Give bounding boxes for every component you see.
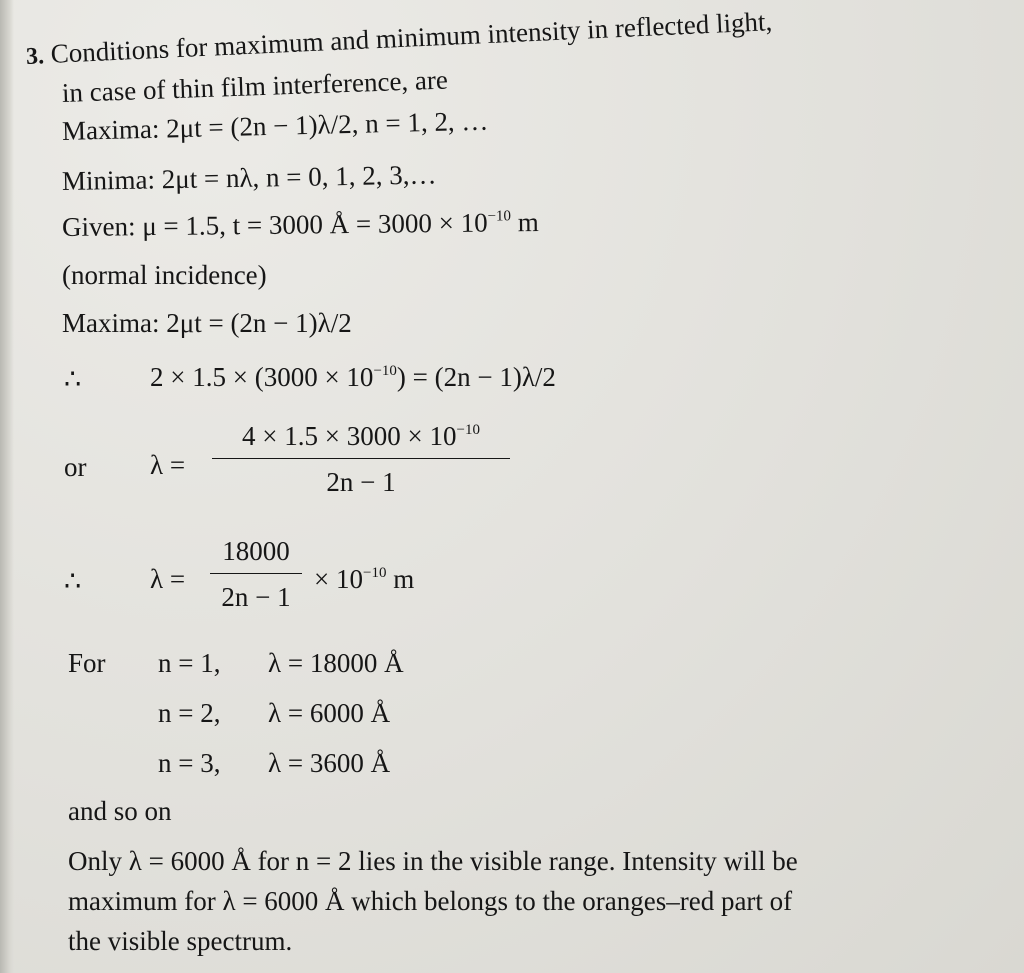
and-so-on: and so on bbox=[68, 796, 172, 826]
eq1-exponent: −10 bbox=[373, 363, 397, 379]
minima-expr: 2μt = nλ, n = 0, 1, 2, 3,… bbox=[161, 159, 437, 195]
intro-text-1: Conditions for maximum and minimum intensity in reflected light, bbox=[50, 6, 773, 69]
eq1-right: ) = (2n − 1)λ/2 bbox=[396, 362, 556, 392]
normal-incidence: (normal incidence) bbox=[62, 260, 267, 290]
fraction-2-tail-exponent: −10 bbox=[362, 565, 387, 581]
therefore-symbol-1: ∴ bbox=[64, 364, 82, 394]
given-expr: μ = 1.5, t = 3000 Å = 3000 × 10 bbox=[142, 207, 488, 242]
given-exponent: −10 bbox=[487, 208, 512, 225]
maxima2-label: Maxima: bbox=[62, 308, 160, 338]
fraction-2-numerator: 18000 bbox=[222, 536, 290, 566]
given-values bbox=[62, 209, 539, 241]
fraction-1 bbox=[212, 423, 510, 496]
given-unit: m bbox=[510, 207, 540, 238]
given-label: Given: bbox=[61, 211, 136, 242]
equation-1 bbox=[150, 364, 556, 391]
case-3-lambda: λ = 3600 Å bbox=[268, 748, 391, 778]
fraction-1-num-exponent: −10 bbox=[456, 422, 480, 438]
conclusion-line-1: Only λ = 6000 Å for n = 2 lies in the visible range. Intensity will be bbox=[68, 846, 798, 876]
maxima-condition bbox=[61, 105, 489, 146]
fraction-1-denominator: 2n − 1 bbox=[326, 467, 396, 497]
fraction-2-unit: m bbox=[386, 564, 415, 594]
fraction-2-denominator: 2n − 1 bbox=[221, 582, 291, 612]
eq1-left: 2 × 1.5 × (3000 × 10 bbox=[150, 362, 374, 392]
fraction-2-tail: × 10 bbox=[314, 564, 363, 594]
case-3-n: n = 3, bbox=[158, 748, 221, 778]
maxima-condition-2 bbox=[62, 310, 352, 337]
page-edge-shadow bbox=[0, 0, 14, 973]
intro-line-1 bbox=[25, 8, 772, 69]
minima-condition bbox=[62, 161, 437, 195]
item-number: 3. bbox=[25, 43, 45, 70]
conclusion-line-3: the visible spectrum. bbox=[68, 926, 293, 956]
lambda-equals-1: λ = bbox=[150, 450, 186, 480]
case-1-n: n = 1, bbox=[158, 648, 221, 678]
intro-line-2: in case of thin film interference, are bbox=[61, 64, 449, 108]
case-1-lambda: λ = 18000 Å bbox=[268, 648, 404, 678]
case-2-n: n = 2, bbox=[158, 698, 221, 728]
therefore-symbol-2: ∴ bbox=[64, 566, 82, 596]
conclusion-line-2: maximum for λ = 6000 Å which belongs to the oranges–red part of bbox=[68, 886, 793, 916]
minima-label: Minima: bbox=[61, 164, 156, 196]
maxima-expr: 2μt = (2n − 1)λ/2, n = 1, 2, … bbox=[165, 105, 489, 144]
lambda-equals-2: λ = bbox=[150, 564, 186, 594]
fraction-2-multiplier bbox=[314, 566, 414, 593]
fraction-1-numerator bbox=[212, 423, 510, 458]
for-label: For bbox=[68, 648, 106, 678]
maxima2-expr: 2μt = (2n − 1)λ/2 bbox=[166, 308, 352, 338]
fraction-1-num-text: 4 × 1.5 × 3000 × 10 bbox=[242, 421, 457, 451]
fraction-2 bbox=[210, 538, 302, 611]
or-label: or bbox=[64, 452, 87, 482]
maxima-label: Maxima: bbox=[61, 113, 160, 146]
case-2-lambda: λ = 6000 Å bbox=[268, 698, 391, 728]
